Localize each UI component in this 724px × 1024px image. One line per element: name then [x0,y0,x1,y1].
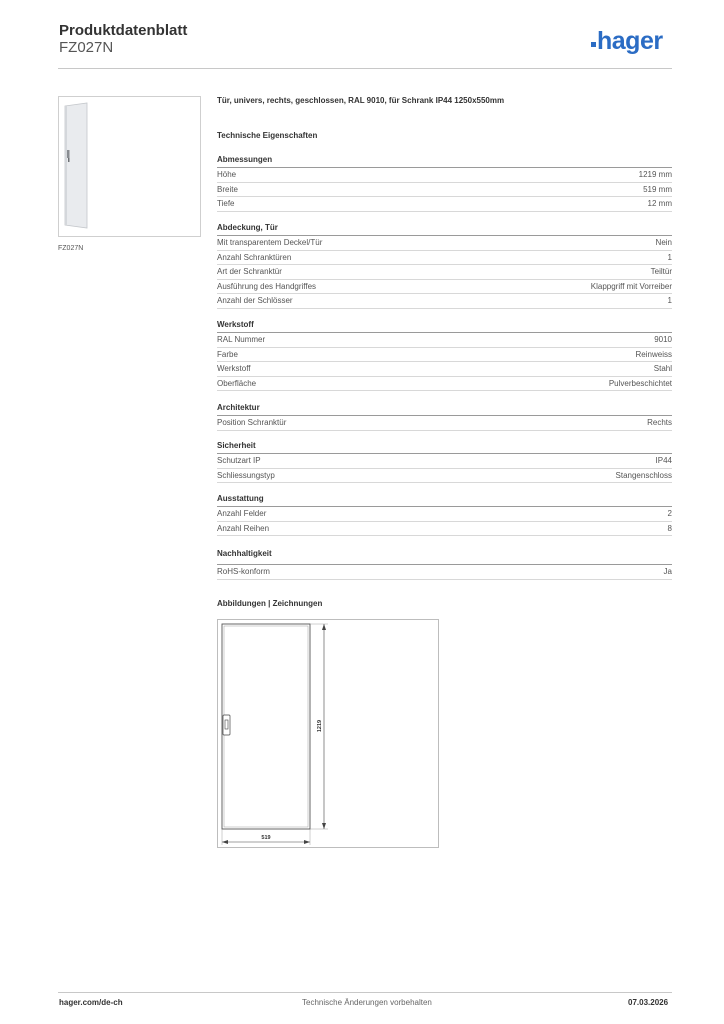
row-label: Art der Schranktür [217,267,282,276]
row-value: 12 mm [647,199,672,208]
table-row [217,251,672,266]
row-value: 1219 mm [638,170,672,179]
footer-date: 07.03.2026 [628,998,669,1007]
table-row [217,416,672,431]
table-row [217,377,672,392]
row-label: Farbe [217,349,238,359]
row-value: Pulverbeschichtet [608,378,672,388]
technical-heading: Technische Eigenschaften [217,131,318,140]
row-value: 1 [667,252,672,262]
section-material [217,319,672,391]
technical-drawing [217,619,439,848]
section-sustainability [217,548,672,580]
width-dimension-label: 519 [261,835,271,841]
row-label: Schutzart IP [217,456,261,465]
table-row [217,236,672,251]
table-row [217,348,672,363]
table-row [217,294,672,309]
table-row [217,507,672,522]
section-cover-door [217,222,672,309]
row-value: 2 [667,509,672,518]
section-heading: Sicherheit [217,440,672,454]
product-description: Tür, univers, rechts, geschlossen, RAL 9010, für Schrank IP44 1250x550mm [217,96,505,105]
row-value: Reinweiss [635,349,672,359]
height-dimension-label: 1219 [317,719,323,733]
row-value: Ja [663,567,672,576]
row-value: 519 mm [643,184,672,194]
row-label: RoHS-konform [217,567,270,576]
row-value: Stangenschloss [615,470,672,480]
section-safety [217,440,672,483]
row-value: Teiltür [650,267,672,276]
row-value: 9010 [654,335,672,344]
table-row [217,280,672,295]
section-heading: Architektur [217,402,672,416]
table-row [217,183,672,198]
row-label: Anzahl Schranktüren [217,252,292,262]
section-heading: Abbildungen | Zeichnungen [217,599,323,608]
row-value: 1 [667,296,672,305]
table-row [217,565,672,580]
section-heading: Abdeckung, Tür [217,222,672,236]
product-image [58,96,201,237]
row-label: Ausführung des Handgriffes [217,281,317,291]
table-row [217,522,672,537]
table-row [217,469,672,484]
section-architecture [217,402,672,431]
table-row [217,197,672,212]
row-label: Breite [217,184,238,194]
section-heading: Werkstoff [217,319,672,333]
row-label: Anzahl der Schlösser [217,296,293,305]
row-value: IP44 [655,456,672,465]
row-label: Schliessungstyp [217,470,275,480]
hager-logo [591,27,663,56]
table-row [217,454,672,469]
row-label: Werkstoff [217,364,251,373]
section-heading: Nachhaltigkeit [217,548,672,565]
image-caption: FZ027N [58,245,84,252]
header-divider [58,68,672,69]
door-drawing-icon [218,620,438,847]
page-title: Produktdatenblatt [59,22,188,39]
footer-divider [58,992,672,993]
row-label: Höhe [217,170,237,179]
section-equipment [217,493,672,536]
product-number: FZ027N [59,39,114,56]
table-row [217,265,672,280]
row-label: Anzahl Reihen [217,523,270,533]
row-value: Klappgriff mit Vorreiber [590,281,672,291]
row-value: Nein [655,238,672,247]
row-value: 8 [667,523,672,533]
row-label: Mit transparentem Deckel/Tür [217,238,323,247]
row-value: Stahl [653,364,672,373]
section-heading: Ausstattung [217,493,672,507]
section-heading: Abmessungen [217,154,672,168]
section-drawings [217,598,672,612]
logo-text: hager [597,27,663,55]
table-row [217,333,672,348]
row-label: Oberfläche [217,378,257,388]
row-label: Tiefe [217,199,235,208]
footer-website-link[interactable]: hager.com/de-ch [59,998,123,1007]
door-thumbnail-icon [63,102,89,229]
table-row [217,168,672,183]
section-dimensions [217,154,672,212]
footer-note: Technische Änderungen vorbehalten [302,998,432,1007]
row-label: Anzahl Felder [217,509,267,518]
logo-dot-icon [591,42,596,47]
row-label: RAL Nummer [217,335,266,344]
row-label: Position Schranktür [217,418,287,427]
table-row [217,362,672,377]
row-value: Rechts [647,418,672,427]
